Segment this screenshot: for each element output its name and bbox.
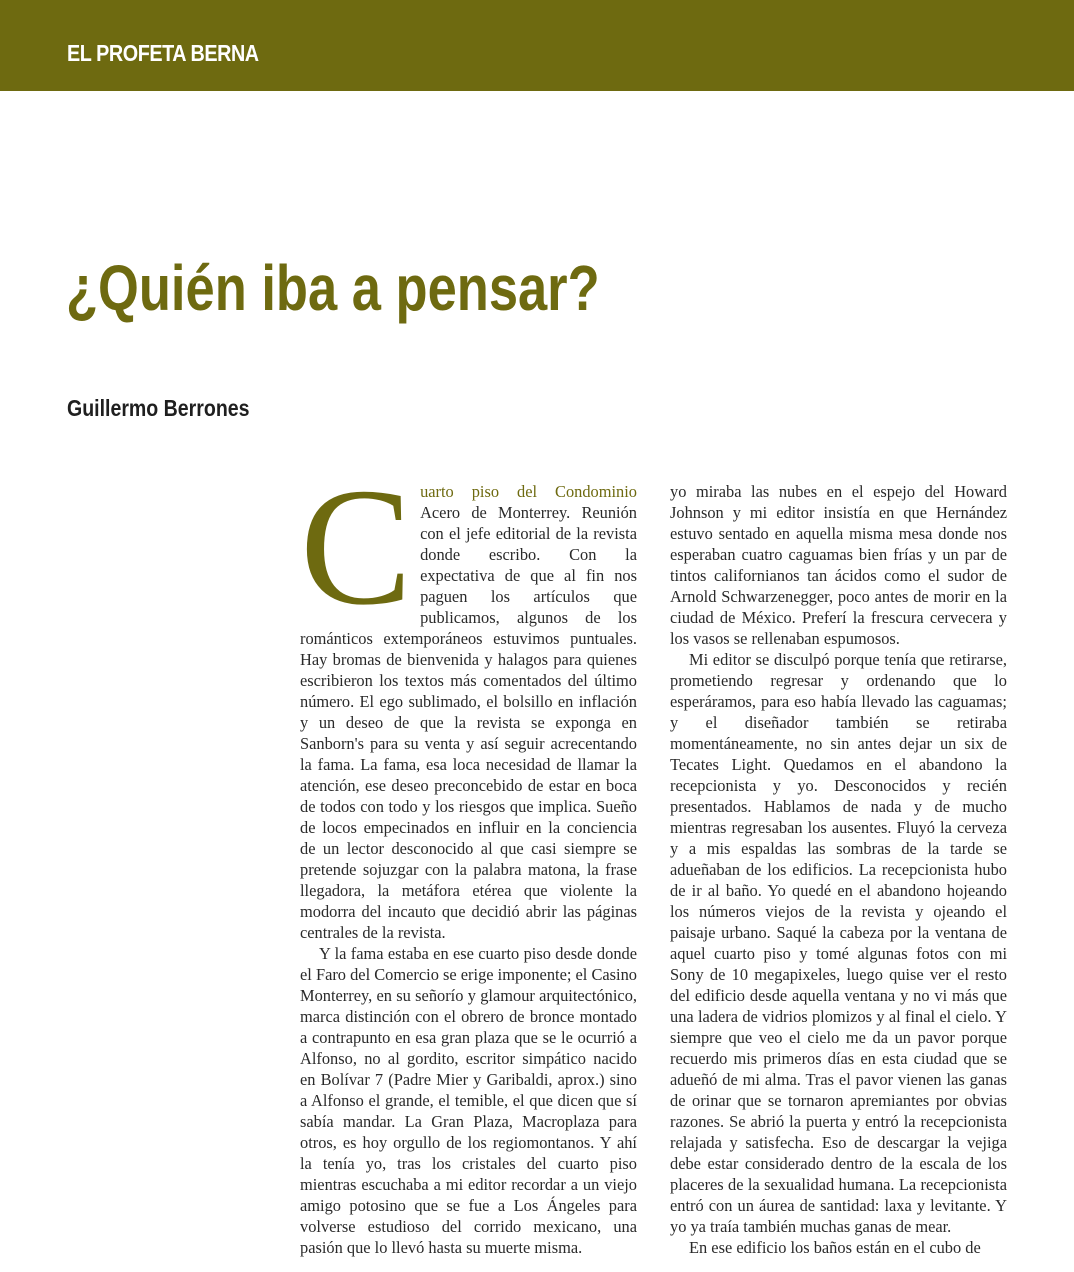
article-title: ¿Quién iba a pensar? (66, 252, 600, 324)
paragraph-1 (300, 481, 637, 943)
paragraph-4: Mi editor se disculpó porque tenía que retirarse, prometiendo regresar y ordenando que lo esperáramos, para eso había llevado las caguamas; y el diseñador también se retiraba momentáneamente, no sin antes dejar un six de Tecates Light. Quedamos en el abandono la recepcionista y yo. Desconocidos y recién presentados. Hablamos de nada y de mucho mientras regresaban los ausentes. Fluyó la cerveza y a mis espaldas las sombras de la tarde se adueñaban de los edificios. La recepcionista hubo de ir al baño. Yo quedé en el abandono hojeando los números viejos de la revista y ojeando el paisaje urbano. Saqué la cabeza por la ventana de aquel cuarto piso y tomé algunas fotos con mi Sony de 10 megapixeles, luego quise ver el resto del edificio desde aquella ventana y no vi más que una ladera de vidrios plomizos y al final el cielo. Y siempre que veo el cielo me da un pavor porque recuerdo mis primeros días en esta ciudad que se adueñó de mi alma. Tras el pavor vienen las ganas de orinar que se tornaron apremiantes por obvias razones. Se abrió la puerta y entró la recepcionista relajada y satisfecha. Eso de descargar la vejiga debe estar considerado dentro de la escala de los placeres de la sexualidad humana. La recepcionista entró con un áurea de santidad: laxa y levitante. Y yo ya traía también muchas ganas de mear. (670, 650, 1007, 1236)
paragraph-5: En ese edificio los baños están en el cubo de (689, 1238, 981, 1257)
drop-cap: C (300, 481, 413, 640)
paragraph-1-text: Acero de Monterrey. Reunión con el jefe editorial de la revista donde escribo. Con la expectativa de que al fin nos paguen los artículos que publicamos, algunos de los románticos extemporáneos estuvimos puntuales. Hay bromas de bienvenida y halagos para quienes escribieron los textos más comentados del último número. El ego sublimado, el bolsillo en inflación y un deseo de que la revista se exponga en Sanborn's para su venta y así seguir acrecentando la fama. La fama, esa loca necesidad de llamar la atención, ese deseo preconcebido de estar en boca de todos con todo y los riesgos que implica. Sueño de locos empecinados en influir en la conciencia de un lector desconocido al que casi siempre se pretende sojuzgar con la palabra matona, la frase llegadora, la metáfora etérea que violente la modorra del incauto que decidió abrir las páginas centrales de la revista. (300, 503, 637, 942)
lead-in: uarto piso del Condominio (420, 482, 637, 501)
paragraph-2: Y la fama estaba en ese cuarto piso desde donde el Faro del Comercio se erige imponente; el Casino Monterrey, en su señorío y glamour arquitectónico, marca distinción con el obrero de bronce montado a contrapunto en esa gran plaza que se le ocurrió a Alfonso, no al gordito, escritor simpático nacido en Bolívar 7 (Padre Mier y Garibaldi, aprox.) sino a Alfonso el grande, el temible, el que dicen que sí sabía mandar. La Gran Plaza, Macroplaza para otros, es hoy orgullo de los regiomontanos. Y ahí la tenía yo, tras los cristales del cuarto piso mientras escuchaba a mi editor recordar a un viejo amigo potosino que se fue a Los Ángeles para volverse estudioso del corrido mexicano, una pasión que lo llevó hasta su muerte misma. (300, 944, 637, 1257)
paragraph-3: yo miraba las nubes en el espejo del Howard Johnson y mi editor insistía en que Hernández estuvo sentado en aquella misma mesa donde nos esperaban cuatro caguamas bien frías y un par de tintos californianos tan ácidos como el sudor de Arnold Schwarzenegger, poco antes de morir en la ciudad de México. Preferí la frescura cervecera y los vasos se rellenaban espumosos. (670, 482, 1007, 648)
text-column-left (300, 481, 637, 1272)
text-column-right (670, 481, 1007, 1272)
section-label: EL PROFETA BERNA (67, 40, 259, 66)
section-header-bar (0, 0, 1074, 91)
article-author: Guillermo Berrones (67, 395, 250, 421)
